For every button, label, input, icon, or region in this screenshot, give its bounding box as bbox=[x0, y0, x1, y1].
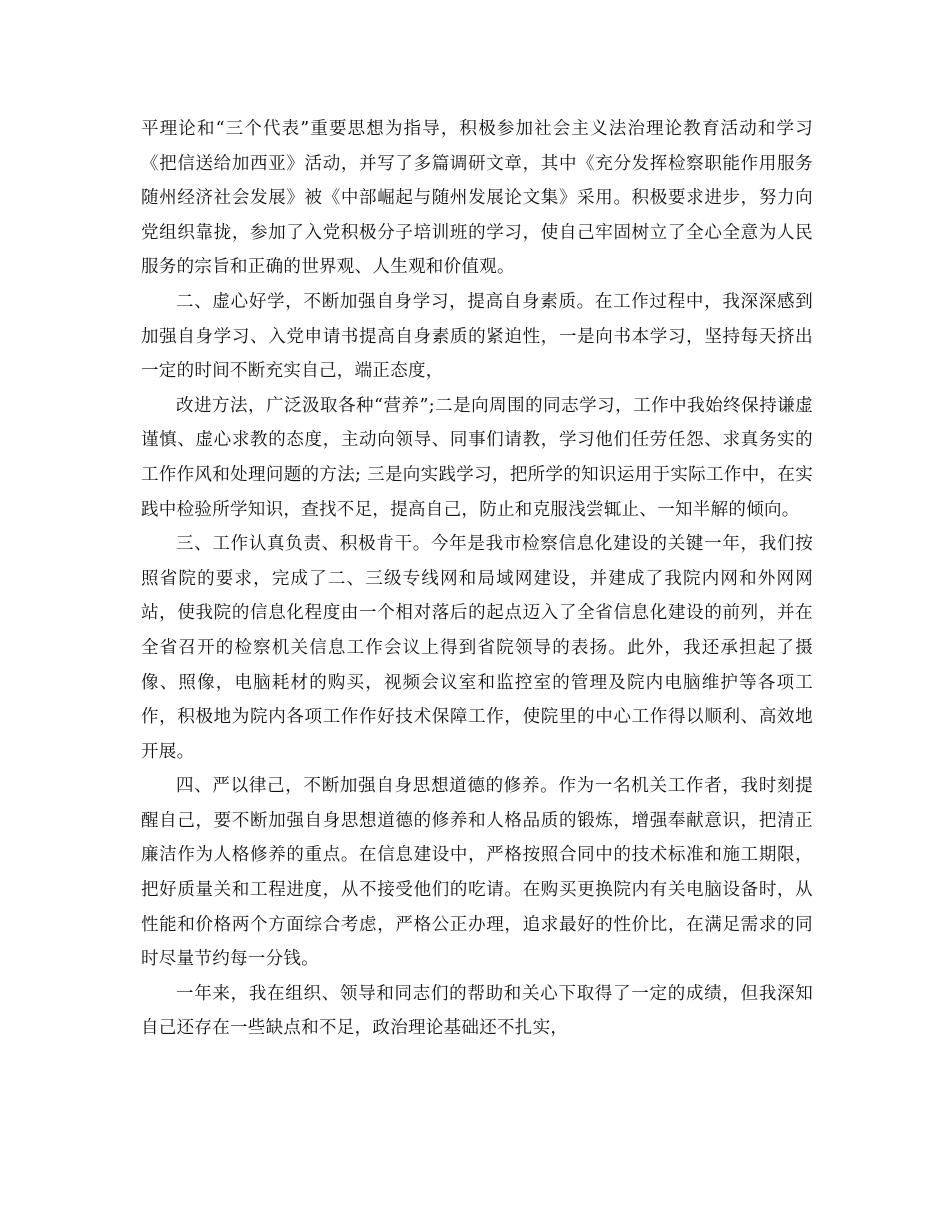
paragraph-summary: 一年来，我在组织、领导和同志们的帮助和关心下取得了一定的成绩，但我深知自己还存在一些缺点和不足，政治理论基础还不扎实， bbox=[141, 983, 813, 1039]
paragraph-work: 三、工作认真负责、积极肯干。今年是我市检察信息化建设的关键一年，我们按照省院的要求，完成了二、三级专线网和局域网建设，并建成了我院内网和外网网站，使我院的信息化程度由一个相对落后的起点迈入了全省信息化建设的前列，并在全省召开的检察机关信息工作会议上得到省院领导的表扬。此外，我还承担起了摄像、照像，电脑耗材的购买，视频会议室和监控室的管理及院内电脑维护等各项工作，积极地为院内各项工作作好技术保障工作，使院里的中心工作得以顺利、高效地开展。 bbox=[141, 534, 813, 762]
paragraph-methods: 改进方法，广泛汲取各种“营养”;二是向周围的同志学习，工作中我始终保持谦虚谨慎、虚心求教的态度，主动向领导、同事们请教，学习他们任劳任怨、求真务实的工作作风和处理问题的方法; 三是向实践学习，把所学的知识运用于实际工作中，在实践中检验所学知识，查找不足，提高自己，防止和克服浅尝辄止、一知半解的倾向。 bbox=[141, 395, 813, 520]
paragraph-study: 二、虚心好学，不断加强自身学习，提高自身素质。在工作过程中，我深深感到加强自身学习、入党申请书提高自身素质的紧迫性，一是向书本学习，坚持每天挤出一定的时间不断充实自己，端正态度， bbox=[141, 291, 813, 382]
document-body bbox=[141, 112, 813, 1046]
paragraph-discipline: 四、严以律己，不断加强自身思想道德的修养。作为一名机关工作者，我时刻提醒自己，要不断加强自身思想道德的修养和人格品质的锻炼，增强奉献意识，把清正廉洁作为人格修养的重点。在信息建设中，严格按照合同中的技术标准和施工期限，把好质量关和工程进度，从不接受他们的吃请。在购买更换院内有关电脑设备时，从性能和价格两个方面综合考虑，严格公正办理，追求最好的性价比，在满足需求的同时尽量节约每一分钱。 bbox=[141, 776, 813, 970]
paragraph-intro: 平理论和“三个代表”重要思想为指导，积极参加社会主义法治理论教育活动和学习《把信送给加西亚》活动，并写了多篇调研文章，其中《充分发挥检察职能作用服务随州经济社会发展》被《中部崛起与随州发展论文集》采用。积极要求进步，努力向党组织靠拢，参加了入党积极分子培训班的学习，使自己牢固树立了全心全意为人民服务的宗旨和正确的世界观、人生观和价值观。 bbox=[141, 119, 813, 278]
